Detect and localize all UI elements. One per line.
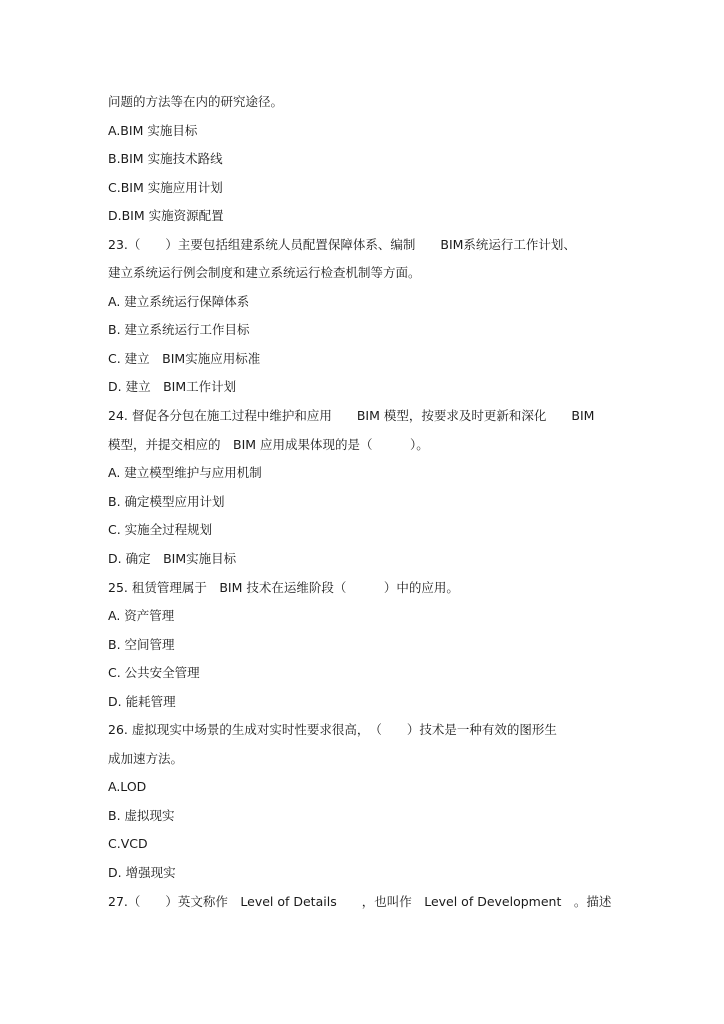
option-a: A. 资产管理 xyxy=(108,608,175,623)
question-23-cont: 建立系统运行例会制度和建立系统运行检查机制等方面。 xyxy=(108,265,421,280)
option-c: C. 实施全过程规划 xyxy=(108,522,213,537)
option-d: D. 能耗管理 xyxy=(108,694,176,709)
option-c: C. 公共安全管理 xyxy=(108,665,200,680)
option-d: D. 建立 BIM工作计划 xyxy=(108,379,237,394)
option-b: B.BIM 实施技术路线 xyxy=(108,151,223,166)
question-27: 27.（ ）英文称作 Level of Details ，也叫作 Level of Development 。描述 xyxy=(108,894,612,909)
option-d: D.BIM 实施资源配置 xyxy=(108,208,224,223)
option-b: B. 建立系统运行工作目标 xyxy=(108,322,250,337)
question-24: 24. 督促各分包在施工过程中维护和应用 BIM 模型，按要求及时更新和深化 BIM xyxy=(108,408,595,423)
option-d: D. 增强现实 xyxy=(108,865,176,880)
option-a: A.LOD xyxy=(108,779,147,794)
question-26: 26. 虚拟现实中场景的生成对实时性要求很高， （ ）技术是一种有效的图形生 xyxy=(108,722,557,737)
question-24-cont: 模型，并提交相应的 BIM 应用成果体现的是（ ）。 xyxy=(108,437,429,452)
option-c: C.VCD xyxy=(108,836,148,851)
option-d: D. 确定 BIM实施目标 xyxy=(108,551,237,566)
question-25: 25. 租赁管理属于 BIM 技术在运维阶段（ ）中的应用。 xyxy=(108,580,459,595)
text-line: 问题的方法等在内的研究途径。 xyxy=(108,94,284,109)
option-b: B. 空间管理 xyxy=(108,637,175,652)
option-b: B. 确定模型应用计划 xyxy=(108,494,225,509)
question-23: 23.（ ）主要包括组建系统人员配置保障体系、编制 BIM系统运行工作计划、 xyxy=(108,237,576,252)
question-26-cont: 成加速方法。 xyxy=(108,751,184,766)
option-a: A. 建立模型维护与应用机制 xyxy=(108,465,262,480)
option-b: B. 虚拟现实 xyxy=(108,808,175,823)
option-a: A. 建立系统运行保障体系 xyxy=(108,294,250,309)
option-a: A.BIM 实施目标 xyxy=(108,123,198,138)
option-c: C. 建立 BIM实施应用标准 xyxy=(108,351,261,366)
option-c: C.BIM 实施应用计划 xyxy=(108,180,223,195)
